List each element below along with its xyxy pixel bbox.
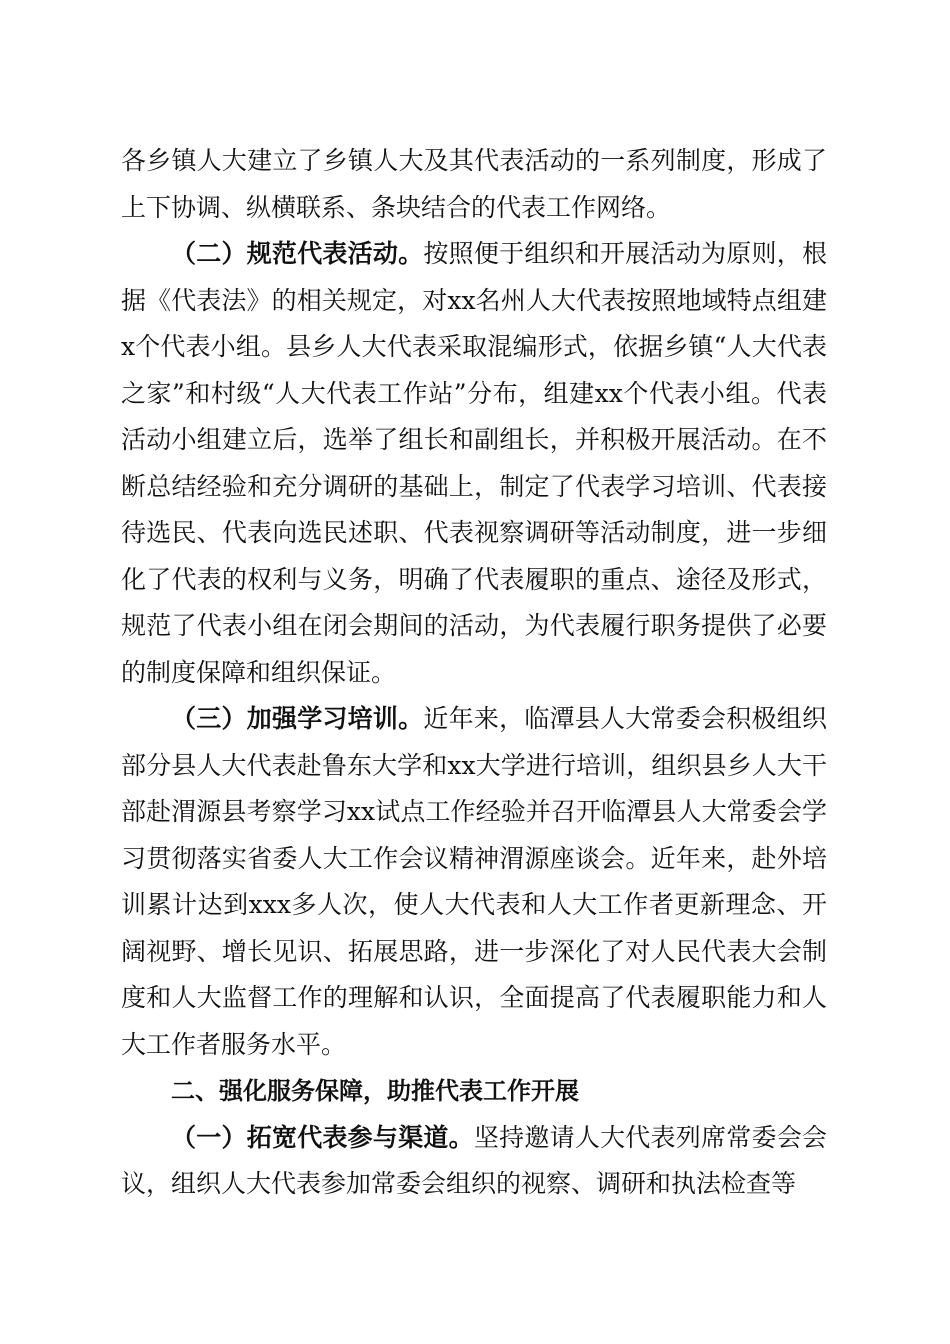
paragraph-continuation	[121, 138, 827, 231]
paragraph-lead: （二）规范代表活动。	[171, 239, 424, 268]
paragraph-text: 近年来，临潭县人大常委会积极组织部分县人大代表赴鲁东大学和xx大学进行培训，组织县乡人大干部赴渭源县考察学习xx试点工作经验并召开临潭县人大常委会学习贯彻落实省委人大工作会议精神渭源座谈会。近年来，赴外培训累计达到xxx多人次，使人大代表和人大工作者更新理念、开阔视野、增长见识、拓展思路，进一步深化了对人民代表大会制度和人大监督工作的理解和认识，全面提高了代表履职能力和人大工作者服务水平。	[121, 704, 827, 1059]
paragraph-text: 按照便于组织和开展活动为原则，根据《代表法》的相关规定，对xx名州人大代表按照地域特点组建x个代表小组。县乡人大代表采取混编形式，依据乡镇“人大代表之家”和村级“人大代表工作站”分布，组建xx个代表小组。代表活动小组建立后，选举了组长和副组长，并积极开展活动。在不断总结经验和充分调研的基础上，制定了代表学习培训、代表接待选民、代表向选民述职、代表视察调研等活动制度，进一步细化了代表的权利与义务，明确了代表履职的重点、途径及形式，规范了代表小组在闭会期间的活动，为代表履行职务提供了必要的制度保障和组织保证。	[121, 239, 827, 687]
paragraph-broaden-channels	[121, 1115, 827, 1208]
paragraph-text: 各乡镇人大建立了乡镇人大及其代表活动的一系列制度，形成了上下协调、纵横联系、条块结合的代表工作网络。	[121, 146, 827, 222]
paragraph-lead: （三）加强学习培训。	[171, 704, 424, 733]
section-heading: 二、强化服务保障，助推代表工作开展	[171, 1077, 579, 1105]
paragraph-strengthen-training	[121, 696, 827, 1068]
paragraph-text: 坚持邀请人大代表列席常委会会议，组织人大代表参加常委会组织的视察、调研和执法检查等	[121, 1122, 827, 1198]
paragraph-regulate-activities	[121, 231, 827, 696]
paragraph-lead: （一）拓宽代表参与渠道。	[171, 1122, 474, 1152]
document-body	[121, 138, 827, 1208]
